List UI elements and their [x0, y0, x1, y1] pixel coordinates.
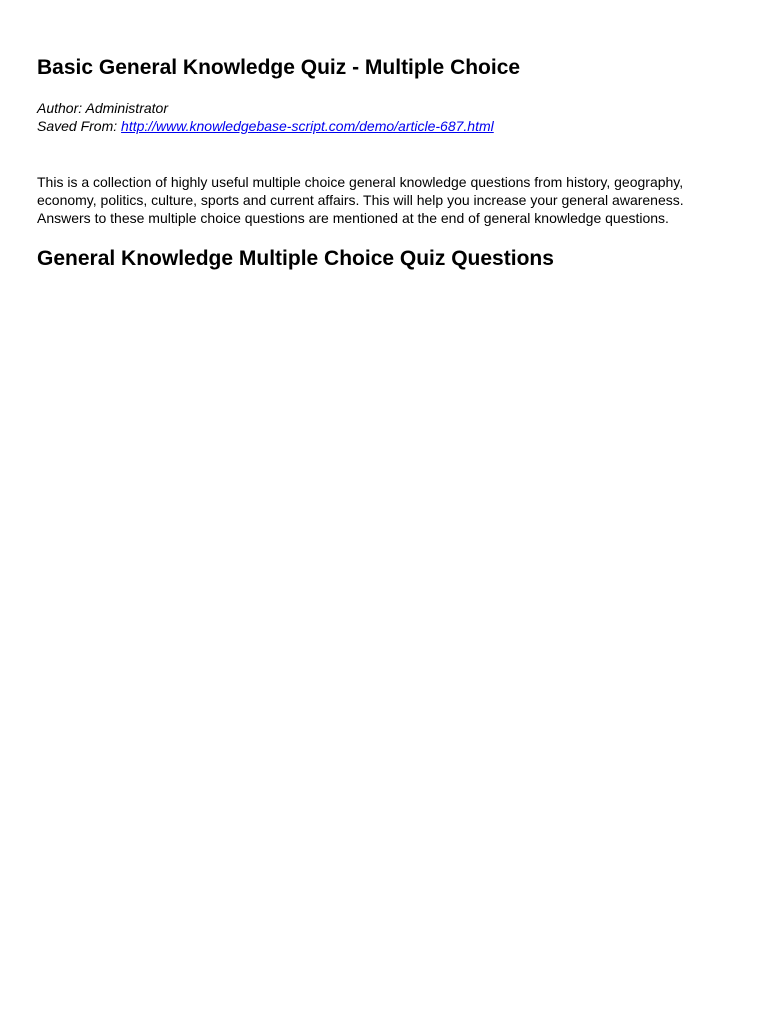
author-name: Administrator — [85, 100, 168, 116]
author-label: Author: — [37, 100, 83, 116]
section-heading: General Knowledge Multiple Choice Quiz Questions — [37, 247, 554, 270]
intro-paragraph — [37, 173, 737, 227]
saved-from-line — [37, 117, 737, 135]
intro-line: Answers to these multiple choice questions are mentioned at the end of general knowledge questions. — [37, 210, 669, 226]
intro-line: economy, politics, culture, sports and current affairs. This will help you increase your general awareness. — [37, 192, 684, 208]
saved-from-label: Saved From: — [37, 118, 118, 134]
author-line — [37, 99, 737, 117]
document-title: Basic General Knowledge Quiz - Multiple Choice — [37, 56, 521, 79]
saved-from-link[interactable]: http://www.knowledgebase-script.com/demo/article-687.html — [121, 118, 494, 134]
document-meta — [37, 99, 737, 135]
intro-line: This is a collection of highly useful multiple choice general knowledge questions from history, geography, — [37, 174, 684, 190]
